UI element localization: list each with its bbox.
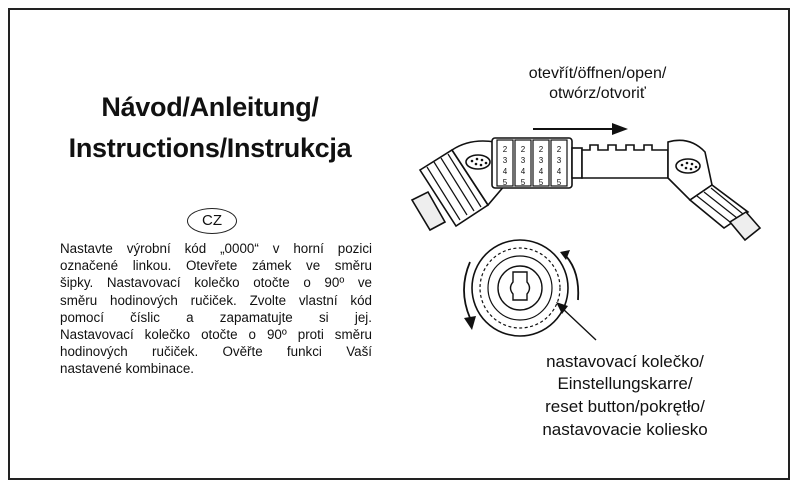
instruction-line: Nastavovací kolečko otočte o 90º proti směru bbox=[60, 327, 372, 343]
dial-digit: 3 bbox=[556, 156, 562, 165]
dial-digit: 2 bbox=[556, 145, 562, 154]
reset-label-line3: reset button/pokrętło/ bbox=[545, 397, 705, 416]
dial-digit: 4 bbox=[556, 167, 562, 176]
reset-dial-icon bbox=[464, 240, 596, 340]
dial-digit: 4 bbox=[538, 167, 544, 176]
dial-digit: 3 bbox=[538, 156, 544, 165]
dial-digit: 2 bbox=[520, 145, 526, 154]
reset-label-line1: nastavovací kolečko/ bbox=[546, 352, 704, 371]
dial-digit: 4 bbox=[520, 167, 526, 176]
reset-label-line2: Einstellungskarre/ bbox=[557, 374, 693, 393]
dial-digit: 2 bbox=[502, 145, 508, 154]
dial-digit: 2 bbox=[538, 145, 544, 154]
open-label-line1: otevřít/öffnen/open/ bbox=[528, 65, 667, 82]
instruction-line: hodinových ručiček. Ověřte funkci Vaší bbox=[60, 344, 372, 360]
instruction-line: šipky. Nastavovací kolečko otočte o 90º ve bbox=[60, 275, 372, 291]
reset-label-line4: nastavovacie koliesko bbox=[542, 420, 708, 439]
dial-digit: 5 bbox=[556, 178, 562, 187]
open-label-line2: otwórz/otvoriť bbox=[549, 85, 646, 102]
page-title-line2: Instructions/Instrukcja bbox=[68, 133, 352, 163]
dial-digit: 5 bbox=[520, 178, 526, 187]
instruction-line: označené linkou. Otevřete zámek ve směru bbox=[60, 258, 372, 274]
language-badge: CZ bbox=[187, 208, 237, 234]
dial-digit: 5 bbox=[502, 178, 508, 187]
page-title-line1: Návod/Anleitung/ bbox=[101, 92, 319, 122]
instruction-line: Nastavte výrobní kód „0000“ v horní pozici bbox=[60, 241, 372, 256]
instruction-line: pomocí číslic a zapamatujte si jej. bbox=[60, 309, 372, 325]
dial-digit: 4 bbox=[502, 167, 508, 176]
instruction-line: směru hodinových ručiček. Zvolte vlastní kód bbox=[60, 292, 372, 308]
dial-digit: 5 bbox=[538, 178, 544, 187]
dial-digit: 3 bbox=[502, 156, 508, 165]
arrow-right-icon bbox=[533, 123, 628, 135]
dial-digit: 3 bbox=[520, 156, 526, 165]
combination-cable-lock-icon bbox=[412, 138, 760, 240]
instruction-line: nastavené kombinace. bbox=[60, 361, 194, 377]
